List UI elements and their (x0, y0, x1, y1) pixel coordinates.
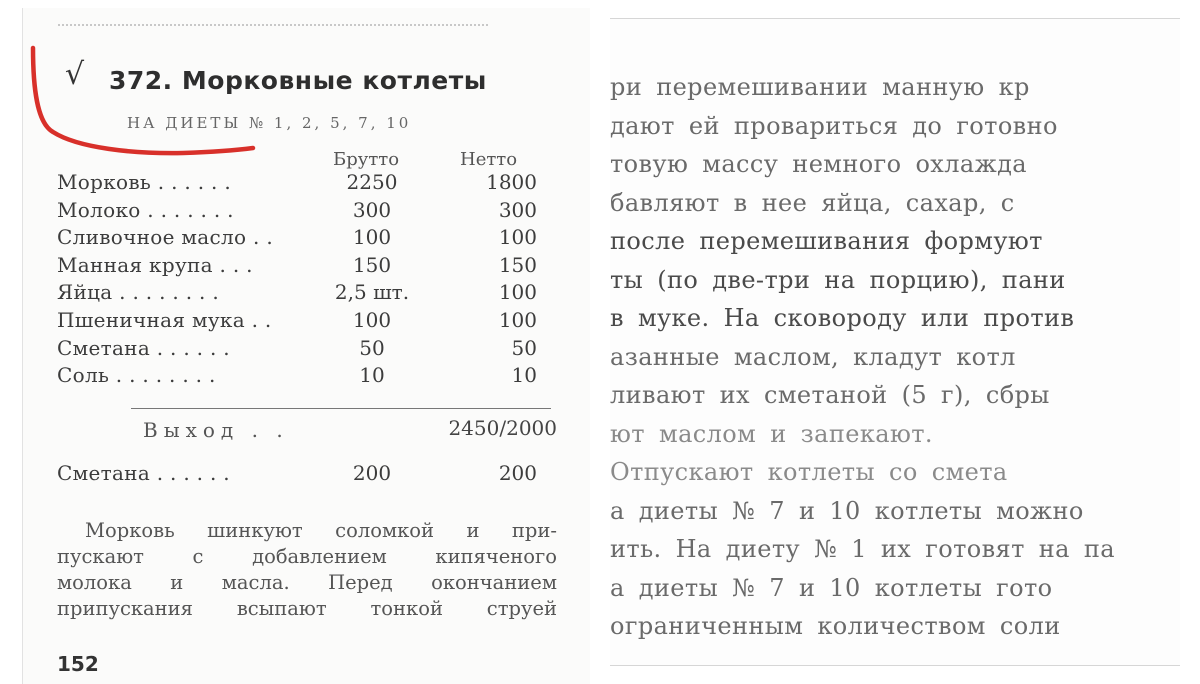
ingredient-net: 1800 (486, 170, 537, 194)
text-line: Отпускают котлеты со смета (610, 458, 1008, 486)
ingredient-row (57, 198, 577, 226)
text-line: товую массу немного охлажда (610, 150, 1027, 178)
recipe-title: 372. Морковные котлеты (109, 66, 487, 95)
serving-gross: 200 (352, 461, 392, 485)
ingredient-gross: 10 (359, 363, 385, 388)
yield-label: Выход . . (143, 418, 289, 442)
method-line: припускания всыпают тонкой струей (57, 597, 557, 620)
ingredient-name: Молоко . . . . . . . (57, 197, 234, 222)
text-line: в муке. На сковороду или против (610, 304, 1075, 332)
yield-value: 2450/2000 (448, 416, 557, 440)
ingredient-row (57, 253, 577, 281)
ingredient-net: 100 (498, 307, 537, 332)
column-header-net: Нетто (460, 149, 518, 170)
method-line: пускают с добавлением кипяченого (57, 545, 557, 568)
ingredient-gross: 50 (359, 335, 385, 360)
text-line: ри перемешивании манную кр (610, 73, 1030, 101)
check-mark: √ (65, 57, 85, 92)
text-line: после перемешивания формуют (610, 227, 1043, 255)
left-book-page (22, 8, 590, 684)
ingredient-gross: 150 (352, 252, 392, 277)
ingredient-net: 300 (498, 197, 537, 222)
ingredient-net: 10 (511, 363, 537, 388)
text-line: ограниченным количеством соли (610, 612, 1061, 640)
serving-name: Сметана . . . . . . (57, 461, 230, 485)
ingredient-gross: 300 (352, 197, 392, 222)
column-header-gross: Брутто (333, 149, 400, 170)
method-paragraph (57, 518, 557, 622)
text-line: ют маслом и запекают. (610, 419, 933, 448)
ingredient-row (57, 225, 577, 253)
ingredient-gross: 100 (352, 225, 392, 250)
right-page-text (610, 73, 1180, 651)
ingredient-name: Манная крупа . . . (57, 252, 253, 277)
ingredient-row (57, 170, 577, 198)
serving-sour-cream-row (57, 461, 577, 489)
text-line: ты (по две-три на порцию), пани (610, 265, 1066, 294)
ingredient-row (57, 336, 577, 364)
ingredient-name: Сливочное масло . . (57, 225, 273, 250)
ingredient-table (57, 170, 577, 391)
text-line: дают ей провариться до готовно (610, 111, 1058, 140)
ingredient-name: Соль . . . . . . . . (57, 363, 216, 388)
text-line: бавляют в нее яйца, сахар, с (610, 188, 1015, 217)
serving-net: 200 (498, 461, 537, 485)
previous-text-remnant (58, 12, 488, 26)
page-number: 152 (57, 652, 99, 676)
ingredient-net: 150 (498, 252, 537, 277)
ingredient-name: Морковь . . . . . . (57, 170, 232, 194)
ingredient-name: Пшеничная мука . . (57, 307, 272, 332)
ingredient-row (57, 280, 577, 308)
ingredient-name: Сметана . . . . . . (57, 335, 230, 360)
yield-divider (131, 408, 551, 409)
ingredient-gross: 2250 (346, 170, 398, 194)
ingredient-gross: 2,5 шт. (334, 280, 410, 305)
ingredient-net: 100 (498, 225, 537, 250)
ingredient-net: 100 (498, 280, 537, 305)
ingredient-name: Яйца . . . . . . . . (57, 280, 219, 305)
text-line: ливают их сметаной (5 г), сбры (610, 381, 1050, 409)
diet-line: НА ДИЕТЫ № 1, 2, 5, 7, 10 (127, 114, 412, 132)
ingredient-row (57, 363, 577, 391)
text-line: ить. На диету № 1 их готовят на па (610, 535, 1116, 563)
text-line: а диеты № 7 и 10 котлеты гото (610, 573, 1053, 602)
method-line: молока и масла. Перед окончанием (57, 571, 557, 594)
ingredient-net: 50 (511, 335, 537, 360)
method-line: Морковь шинкуют соломкой и при- (85, 519, 557, 542)
ingredient-gross: 100 (352, 307, 392, 332)
text-line: азанные маслом, кладут котл (610, 342, 1016, 371)
ingredient-row (57, 308, 577, 336)
text-line: а диеты № 7 и 10 котлеты можно (610, 496, 1084, 525)
right-book-page (610, 18, 1180, 666)
